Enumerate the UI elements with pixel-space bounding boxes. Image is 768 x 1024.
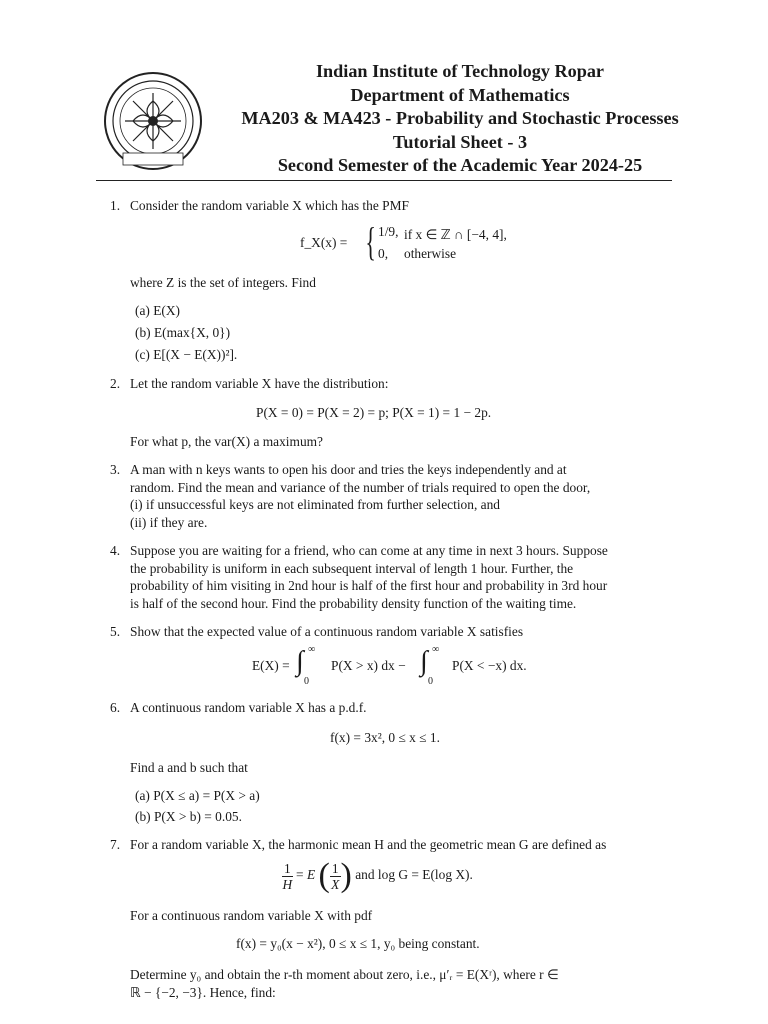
q1-part-b: (b) E(max{X, 0}) <box>135 325 231 340</box>
semester-line: Second Semester of the Academic Year 2024-25 <box>277 155 643 175</box>
q1-case1-condition: if x ∈ ℤ ∩ [−4, 4], <box>404 227 507 242</box>
q1-case2-condition: otherwise <box>404 246 457 261</box>
q5-upper-limit: ∞ <box>432 644 440 655</box>
q3-line: (ii) if they are. <box>130 515 208 530</box>
q1-case1-value: 1/9, <box>378 224 399 239</box>
q2-equation: P(X = 0) = P(X = 2) = p; P(X = 1) = 1 − 2p. <box>256 405 492 420</box>
department-name: Department of Mathematics <box>350 84 570 105</box>
q5-upper-limit: ∞ <box>308 644 316 655</box>
q1-number: 1. <box>110 198 121 213</box>
q7-text: For a random variable X, the harmonic mean H and the geometric mean G are defined as <box>130 837 607 852</box>
q5-lower-limit: 0 <box>428 676 433 687</box>
q5-term-1: P(X > x) dx − <box>331 658 406 673</box>
q7-geometric-equation: and log G = E(log X). <box>355 867 473 883</box>
q4-number: 4. <box>110 543 121 558</box>
q5-eq-lhs: E(X) = <box>252 658 290 673</box>
q1-part-c: (c) E[(X − E(X))²]. <box>135 347 238 362</box>
q1-pmf-lhs: f_X(x) = <box>300 235 348 250</box>
q6-number: 6. <box>110 700 121 715</box>
q7-line-4: ℝ − {−2, −3}. Hence, find: <box>130 985 276 1000</box>
q5-integral-sign: ∫ <box>420 646 428 677</box>
q1-brace: { <box>365 219 376 264</box>
q6-after-text: Find a and b such that <box>130 760 248 775</box>
q1-part-a: (a) E(X) <box>135 303 180 318</box>
q7-number: 7. <box>110 837 121 852</box>
q3-line: (i) if unsuccessful keys are not eliminated from further selection, and <box>130 497 500 512</box>
q4-line: probability of him visiting in 2nd hour is half of the first hour and probability in 3rd hour <box>130 578 608 593</box>
q7-harmonic-equation: $\frac{1}{H}$ = E ( $\frac{1}{X}$ ) and log G = E(log X). <box>282 857 473 894</box>
header-divider <box>96 180 672 181</box>
q3-line: A man with n keys wants to open his door and tries the keys independently and at <box>130 462 567 477</box>
q7-pdf-equation: f(x) = y₀(x − x²), 0 ≤ x ≤ 1, y₀ being constant. <box>236 936 480 951</box>
q1-text: Consider the random variable X which has the PMF <box>130 198 409 213</box>
q1-after-text: where Z is the set of integers. Find <box>130 275 316 290</box>
institute-name: Indian Institute of Technology Ropar <box>315 61 605 81</box>
q5-text: Show that the expected value of a continuous random variable X satisfies <box>130 624 524 639</box>
iit-ropar-logo <box>103 71 203 171</box>
q6-equation: f(x) = 3x², 0 ≤ x ≤ 1. <box>330 730 440 745</box>
q6-text: A continuous random variable X has a p.d.f. <box>130 700 367 715</box>
q5-number: 5. <box>110 624 121 639</box>
q1-case2-value: 0, <box>378 246 389 261</box>
q4-line: the probability is uniform in each subsequent interval of length 1 hour. Further, the <box>130 561 574 576</box>
q2-text: Let the random variable X have the distribution: <box>130 376 389 391</box>
sheet-header <box>200 60 720 178</box>
q4-line: Suppose you are waiting for a friend, who can come at any time in next 3 hours. Suppose <box>130 543 608 558</box>
q2-number: 2. <box>110 376 121 391</box>
q4-line: is half of the second hour. Find the probability density function of the waiting time. <box>130 596 577 611</box>
q3-number: 3. <box>110 462 121 477</box>
q5-integral-sign: ∫ <box>296 646 304 677</box>
q6-part-a: (a) P(X ≤ a) = P(X > a) <box>135 788 260 803</box>
q5-lower-limit: 0 <box>304 676 309 687</box>
q7-line-3: Determine y₀ and obtain the r-th moment about zero, i.e., μ′ᵣ = E(Xʳ), where r ∈ <box>130 967 559 982</box>
q5-term-2: P(X < −x) dx. <box>452 658 527 673</box>
q3-line: random. Find the mean and variance of the number of trials required to open the door, <box>130 480 591 495</box>
course-title: MA203 & MA423 - Probability and Stochastic Processes <box>241 108 679 128</box>
sheet-title: Tutorial Sheet - 3 <box>392 131 528 152</box>
q2-after-text: For what p, the var(X) a maximum? <box>130 434 323 449</box>
q6-part-b: (b) P(X > b) = 0.05. <box>135 809 242 824</box>
q7-text-2: For a continuous random variable X with pdf <box>130 908 373 923</box>
